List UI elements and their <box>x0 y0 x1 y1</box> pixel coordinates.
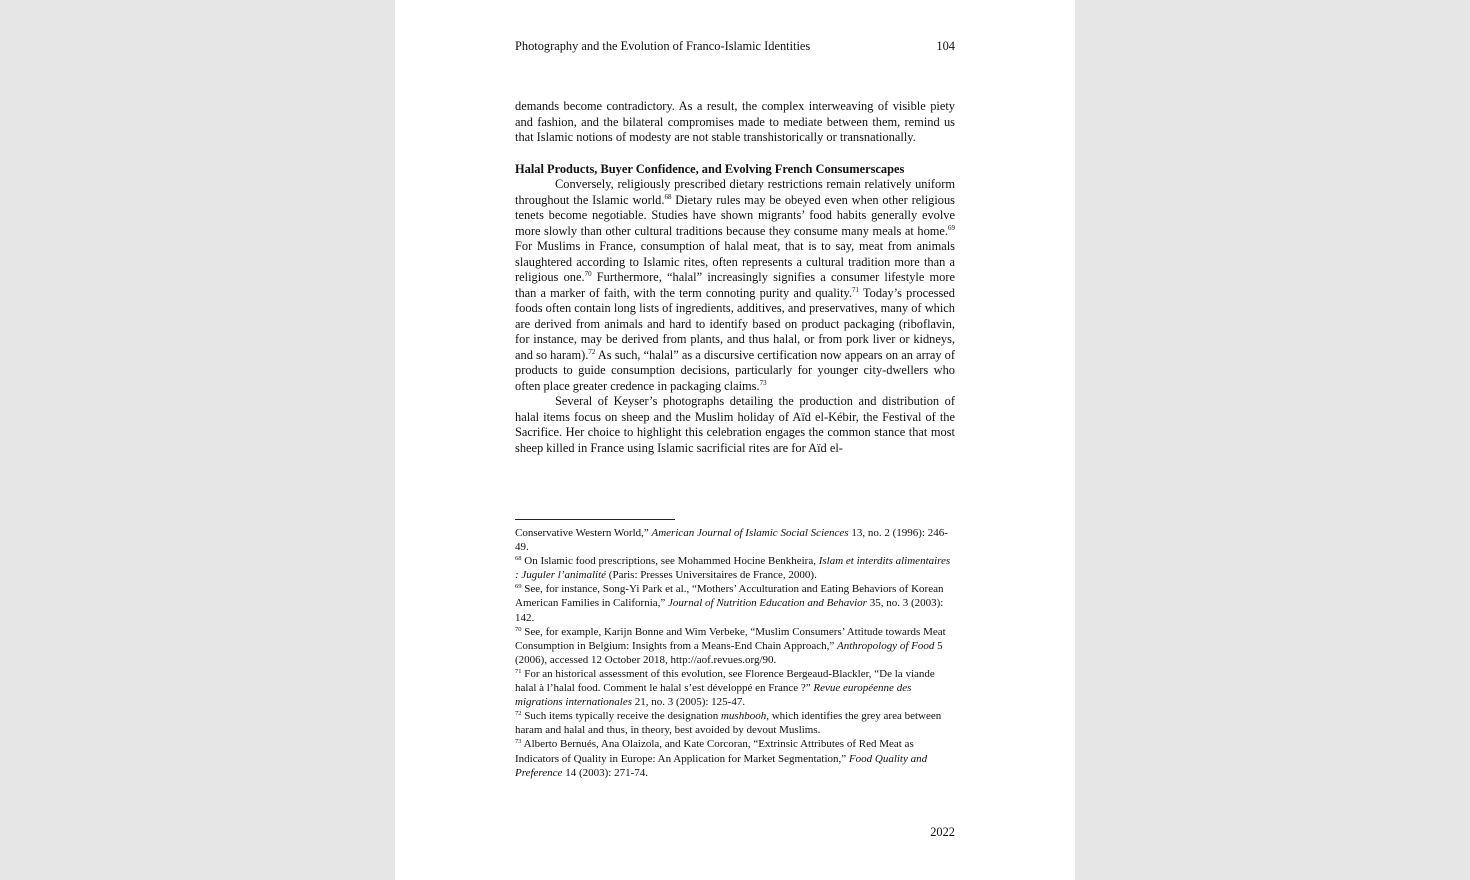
section-heading: Halal Products, Buyer Confidence, and Evolving French Consumerscapes <box>515 161 905 176</box>
text-segment: Furthermore, “halal” increasingly signifies a consumer lifestyle more than a marker of faith, with the term connoting purity and quality. <box>515 270 956 300</box>
footnote-68: $^{68}$ On Islamic food prescriptions, see Mohammed Hocine Benkheira, Islam et interdits alimentaires : Juguler l’animalité (Paris: Presses Universitaires de France, 2000). <box>515 555 951 582</box>
text-segment: Today’s processed foods often contain long lists of ingredients, additives, and preservatives, many of which are derived from animals and hard to identify based on product packaging (riboflavin, for instance, may be derived from plants, and thus halal, or from pork liver or kidneys, and so haram). <box>515 285 955 362</box>
footnote-72: $^{72}$ Such items typically receive the designation mushbooh, which identifies the grey area between haram and halal and thus, in theory, best avoided by devout Muslims. <box>515 710 942 737</box>
footnote-separator <box>515 519 675 520</box>
footnote-number: 69 <box>515 583 522 591</box>
footnote-ref-71[interactable]: 71 <box>852 285 860 294</box>
text-segment: Dietary rules may be obeyed even when other religious tenets become negotiable. Studies have shown migrants’ food habits generally evolve more slowly than other cultural traditions because they consume many meals at home. <box>515 192 955 238</box>
footnote-ref-72[interactable]: 72 <box>588 347 596 356</box>
paragraph-halal-dietary <box>515 177 955 394</box>
text-segment: Conversely, religiously prescribed dietary restrictions remain relatively uniform throughout the Islamic world. <box>515 177 955 207</box>
text-segment: For Muslims in France, consumption of halal meat, that is to say, meat from animals slaughtered according to Islamic rites, often represents a cultural tradition more than a religious one. <box>515 239 955 284</box>
footnote-73: $^{73}$ Alberto Bernués, Ana Olaizola, and Kate Corcoran, “Extrinsic Attributes of Red Meat as Indicators of Quality in Europe: An Application for Market Segmentation,” Food Quality and Preference 14 (2003): 271-74. <box>515 738 928 779</box>
footnote-number: 72 <box>515 710 522 718</box>
page-footer-year: 2022 <box>930 825 955 839</box>
running-header <box>515 39 955 54</box>
page-number: 104 <box>936 39 955 53</box>
footnote-number: 68 <box>515 555 522 563</box>
paragraph-keyser-photographs: Several of Keyser’s photographs detailing the production and distribution of halal items focus on sheep and the Muslim holiday of Aïd el-Kébir, the Festival of the Sacrifice. Her choice to highlight this celebration engages the common stance that most sheep killed in France using Islamic sacrificial rites are for Aïd el- <box>515 394 955 455</box>
footnote-ref-70[interactable]: 70 <box>584 270 592 278</box>
text-segment: As such, “halal” as a discursive certification now appears on an array of products to guide consumption decisions, particularly for younger city-dwellers who often place greater credence in packaging claims. <box>515 347 955 393</box>
footnote-link-text[interactable]: 5 (2006), accessed 12 October 2018, http://aof.revues.org/90. <box>515 639 943 666</box>
footnote-number: 70 <box>515 625 522 633</box>
paragraph-continuation: demands become contradictory. As a result, the complex interweaving of visible piety and fashion, and the bilateral compromises made to mediate between them, remind us that Islamic notions of modesty are not stable transhistorically or transnationally. <box>515 99 955 144</box>
footnote-ref-69[interactable]: 69 <box>948 223 955 232</box>
footnotes <box>515 526 955 780</box>
footnote-number: 71 <box>515 667 522 675</box>
footnote-70: $^{70}$ See, for example, Karijn Bonne and Wim Verbeke, “Muslim Consumers’ Attitude towards Meat Consumption in Belgium: Insights from a Means-End Chain Approach,” Anthropology of Food 5 (2006), accessed 12 October 2018, http://aof.revues.org/90. <box>515 625 946 666</box>
footnote-ref-68[interactable]: 68 <box>664 192 672 201</box>
footnote-continuation: Conservative Western World,” American Journal of Islamic Social Sciences 13, no. 2 (1996): 246-49. <box>515 527 948 554</box>
footnote-71: $^{71}$ For an historical assessment of this evolution, see Florence Bergeaud-Blackler, “De la viande halal à l’halal food. Comment le halal s’est développé en France ?” Revue européenne des migrations internationales 21, no. 3 (2005): 125-47. <box>515 667 935 709</box>
footnote-number: 73 <box>515 738 522 746</box>
running-title: Photography and the Evolution of Franco-Islamic Identities <box>515 39 811 53</box>
document-page <box>395 0 1075 880</box>
body-text <box>515 99 955 456</box>
footnote-69: $^{69}$ See, for instance, Song-Yi Park et al., “Mothers’ Acculturation and Eating Behaviors of Korean American Families in California,” Journal of Nutrition Education and Behavior 35, no. 3 (2003): 142. <box>515 583 944 624</box>
footnote-ref-73[interactable]: 73 <box>759 378 767 387</box>
